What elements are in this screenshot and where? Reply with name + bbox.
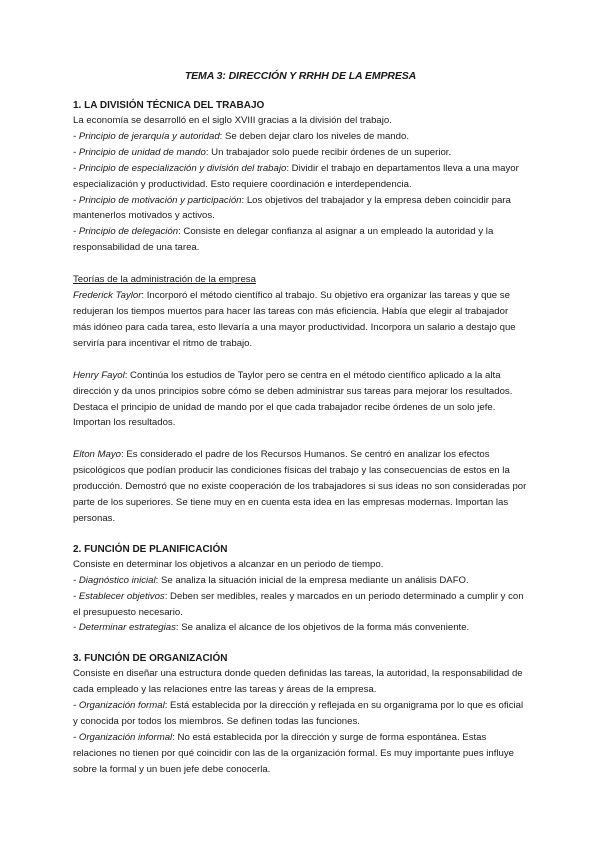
document-title: TEMA 3: DIRECCIÓN Y RRHH DE LA EMPRESA — [184, 70, 417, 82]
planning-item: - Diagnóstico inicial: Se analiza la situación inicial de la empresa mediante un análisis DAFO. — [73, 574, 469, 586]
organization-item: - Organización informal: No está establecida por la dirección y surge de forma espontánea. Estas relaciones no tienen por qué coincidir con las de la organización formal. Es muy importante pues influye sobre la formal y un buen jefe debe conocerla. — [73, 732, 515, 775]
section-intro: Consiste en diseñar una estructura donde queden definidas las tareas, la autoridad, la responsabilidad de cada empleado y las relaciones entre las tareas y áreas de la empresa. — [73, 668, 523, 696]
section-heading-division: 1. LA DIVISIÓN TÉCNICA DEL TRABAJO — [73, 100, 265, 111]
document-page — [73, 70, 528, 778]
theory-fayol: Henry Fayol: Continúa los estudios de Taylor pero se centra en el método científico aplicado a la alta dirección y da unos principios sobre cómo se deben administrar sus tareas para mejorar los resultados. Destaca el principio de unidad de mando por el que cada trabajador recibe órdenes de un solo jefe. Importan los resultados. — [73, 369, 513, 429]
principle-item: - Principio de especialización y división del trabajo: Dividir el trabajo en departamentos lleva a una mayor especialización y productividad. Esto requiere coordinación e interdependencia. — [73, 162, 519, 190]
principle-item: - Principio de jerarquía y autoridad: Se deben dejar claro los niveles de mando. — [73, 130, 409, 142]
section-heading-planning: 2. FUNCIÓN DE PLANIFICACIÓN — [73, 543, 228, 555]
principle-item: - Principio de unidad de mando: Un trabajador solo puede recibir órdenes de un superior. — [73, 146, 452, 158]
section-intro: La economía se desarrolló en el siglo XVIII gracias a la división del trabajo. — [73, 115, 392, 126]
section-heading-organization: 3. FUNCIÓN DE ORGANIZACIÓN — [73, 653, 228, 665]
principle-item: - Principio de delegación: Consiste en delegar confianza al asignar a un empleado la autoridad y la responsabilidad de una tarea. — [73, 226, 494, 254]
planning-item: - Determinar estrategias: Se analiza el alcance de los objetivos de la forma más conveniente. — [73, 622, 470, 634]
theory-taylor: Frederick Taylor: Incorporó el método científico al trabajo. Su objetivo era organizar las tareas y que se redujeran los tiempos muertos para hacer las tareas con más eficiencia. Había que elegir al trabajador más idóneo para cada tarea, esto llevaría a una mayor productividad. Incorpora un salario a destajo que serviría para incentivar el ritmo de trabajo. — [73, 290, 516, 349]
theory-mayo: Elton Mayo: Es considerado el padre de los Recursos Humanos. Se centró en analizar los efectos psicológicos que podían producir las condiciones físicas del trabajo y las consecuencias de estos en la producción. Demostró que no existe cooperación de los trabajadores si sus ideas no son consideradas por parte de los superiores. Se tiene muy en en cuenta esta idea en las empresas modernas. Importan las personas. — [73, 449, 527, 524]
theories-heading: Teorías de la administración de la empresa — [73, 274, 256, 286]
section-intro: Consiste en determinar los objetivos a alcanzar en un periodo de tiempo. — [73, 558, 384, 570]
planning-item: - Establecer objetivos: Deben ser medibles, reales y marcados en un periodo determinado a cumplir y con el presupuesto necesario. — [73, 590, 524, 618]
principle-item: - Principio de motivación y participación: Los objetivos del trabajador y la empresa deben coincidir para mantenerlos motivados y activos. — [73, 194, 511, 222]
organization-item: - Organización formal: Está establecida por la dirección y reflejada en su organigrama por lo que es oficial y conocida por todos los miembros. Se definen todas las funciones. — [73, 700, 524, 728]
